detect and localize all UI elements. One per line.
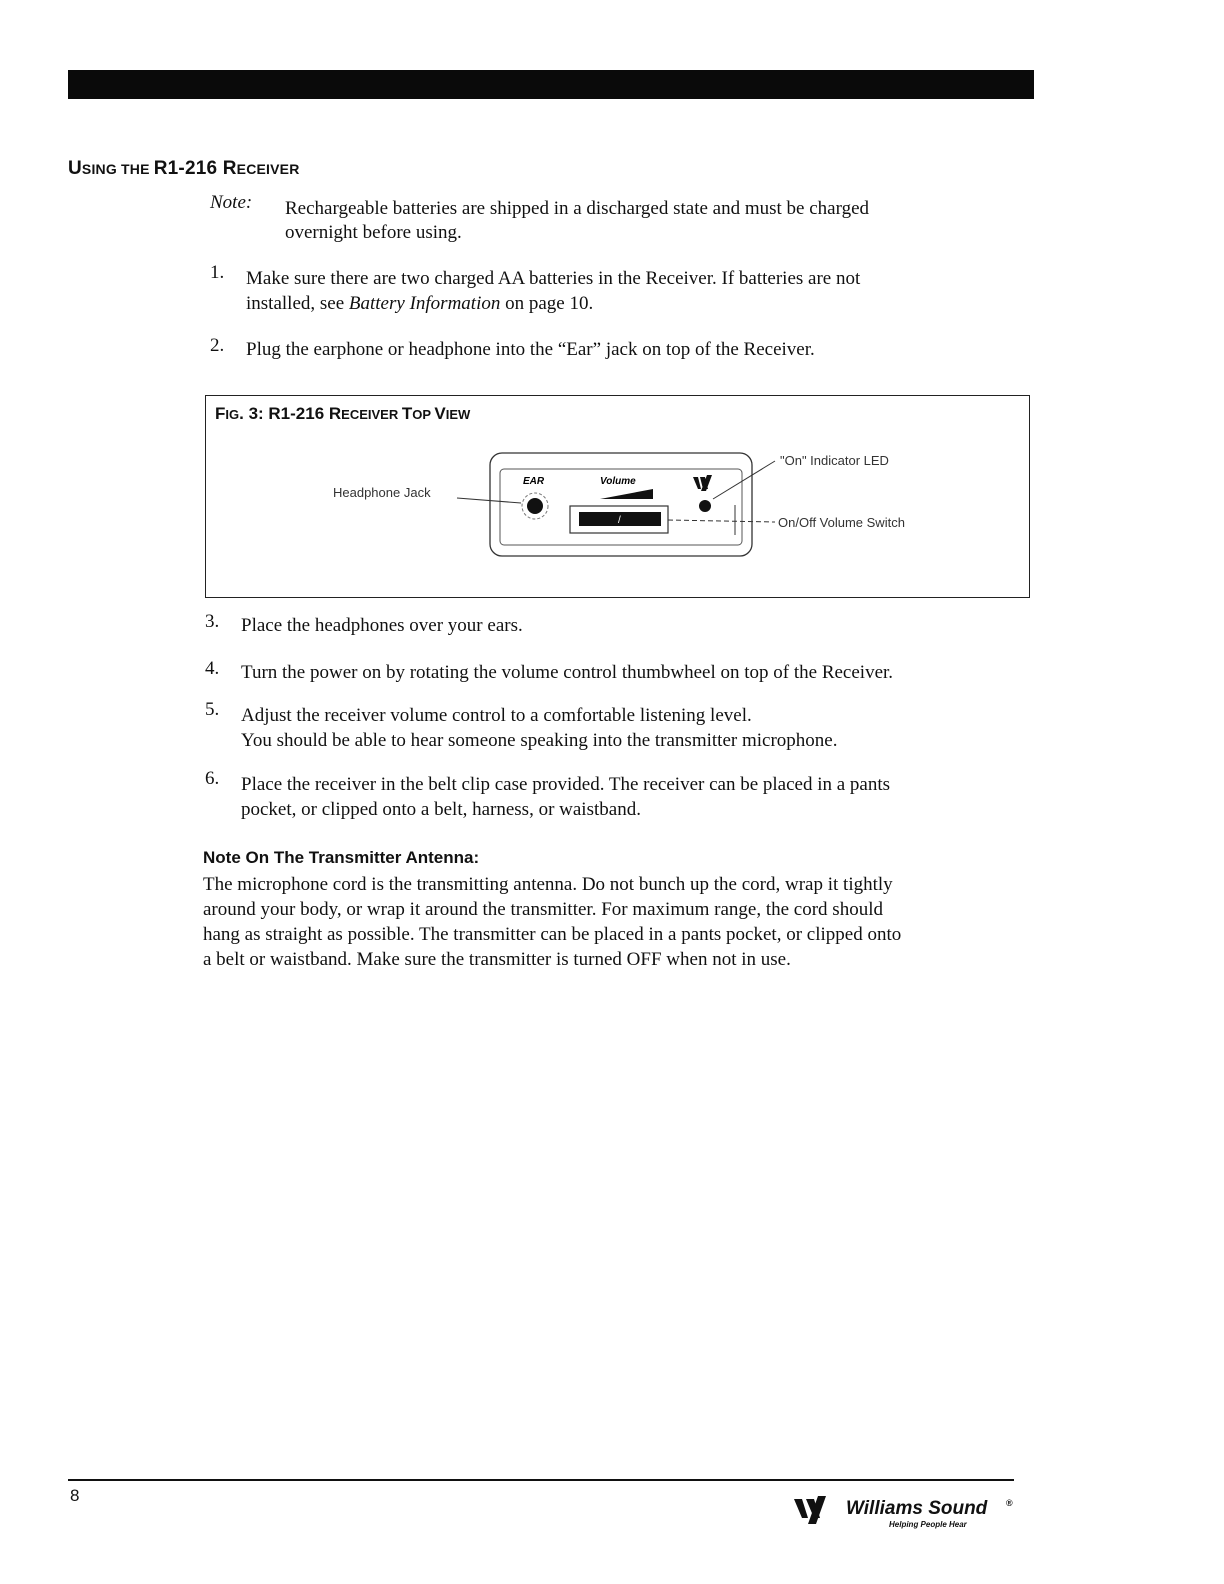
note-label: Note: bbox=[210, 192, 253, 213]
brand-name: Williams Sound bbox=[846, 1498, 988, 1519]
volume-label: Volume bbox=[600, 476, 636, 487]
williams-logo-icon bbox=[693, 475, 712, 491]
leader-jack bbox=[457, 498, 521, 503]
section-title: USING THE R1-216 RECEIVER bbox=[68, 158, 300, 179]
step-2-line-1: Plug the earphone or headphone into the “Ear” jack on top of the Receiver. bbox=[246, 339, 815, 360]
step-number: 4. bbox=[205, 658, 220, 679]
antenna-note-line: a belt or waistband. Make sure the transmitter is turned OFF when not in use. bbox=[203, 949, 791, 970]
step-number: 1. bbox=[210, 262, 225, 283]
ear-label: EAR bbox=[523, 476, 545, 487]
battery-info-reference: Battery Information bbox=[348, 293, 501, 314]
williams-sound-logo bbox=[794, 1494, 1024, 1534]
step-1-line-2: installed, see Battery Information on page 10. bbox=[246, 293, 594, 314]
footer-rule bbox=[68, 1479, 1014, 1481]
step-5-line-2: You should be able to hear someone speaking into the transmitter microphone. bbox=[241, 730, 838, 751]
on-indicator-led bbox=[699, 500, 711, 512]
step-3-line-1: Place the headphones over your ears. bbox=[241, 615, 523, 636]
step-5-line-1: Adjust the receiver volume control to a comfortable listening level. bbox=[241, 705, 752, 726]
callout-headphone-jack: Headphone Jack bbox=[333, 485, 431, 500]
antenna-note-line: The microphone cord is the transmitting antenna. Do not bunch up the cord, wrap it tightly bbox=[203, 874, 893, 895]
antenna-note-line: around your body, or wrap it around the transmitter. For maximum range, the cord should bbox=[203, 899, 883, 920]
note-line-2: overnight before using. bbox=[285, 222, 462, 243]
step-number: 5. bbox=[205, 699, 220, 720]
page-number: 8 bbox=[70, 1486, 80, 1505]
step-6-line-2: pocket, or clipped onto a belt, harness, or waistband. bbox=[241, 799, 641, 820]
step-4-line-1: Turn the power on by rotating the volume control thumbwheel on top of the Receiver. bbox=[241, 662, 894, 683]
step-1-line-1: Make sure there are two charged AA batteries in the Receiver. If batteries are not bbox=[246, 268, 861, 289]
registered-mark: ® bbox=[1006, 1498, 1013, 1508]
headphone-jack-icon bbox=[527, 498, 543, 514]
header-bar bbox=[68, 70, 1034, 99]
step-6-line-1: Place the receiver in the belt clip case provided. The receiver can be placed in a pants bbox=[241, 774, 891, 795]
note-line-1: Rechargeable batteries are shipped in a discharged state and must be charged bbox=[285, 198, 870, 219]
receiver-top-view-diagram bbox=[205, 395, 1028, 596]
figure-title: FIG. 3: R1-216 RECEIVER TOP VIEW bbox=[215, 404, 471, 423]
switch-mark: / bbox=[618, 515, 621, 526]
callout-on-indicator: "On" Indicator LED bbox=[780, 453, 889, 468]
step-number: 3. bbox=[205, 611, 220, 632]
callout-switch: On/Off Volume Switch bbox=[778, 515, 905, 530]
williams-logo-mark-icon bbox=[794, 1496, 826, 1524]
step-number: 2. bbox=[210, 335, 225, 356]
step-number: 6. bbox=[205, 768, 220, 789]
antenna-note-heading: Note On The Transmitter Antenna: bbox=[203, 848, 480, 867]
leader-led bbox=[713, 461, 775, 499]
antenna-note-line: hang as straight as possible. The transmitter can be placed in a pants pocket, or clipped onto bbox=[203, 924, 902, 945]
leader-switch bbox=[668, 520, 775, 522]
volume-wedge-icon bbox=[600, 489, 653, 499]
brand-tagline: Helping People Hear bbox=[889, 1520, 967, 1529]
